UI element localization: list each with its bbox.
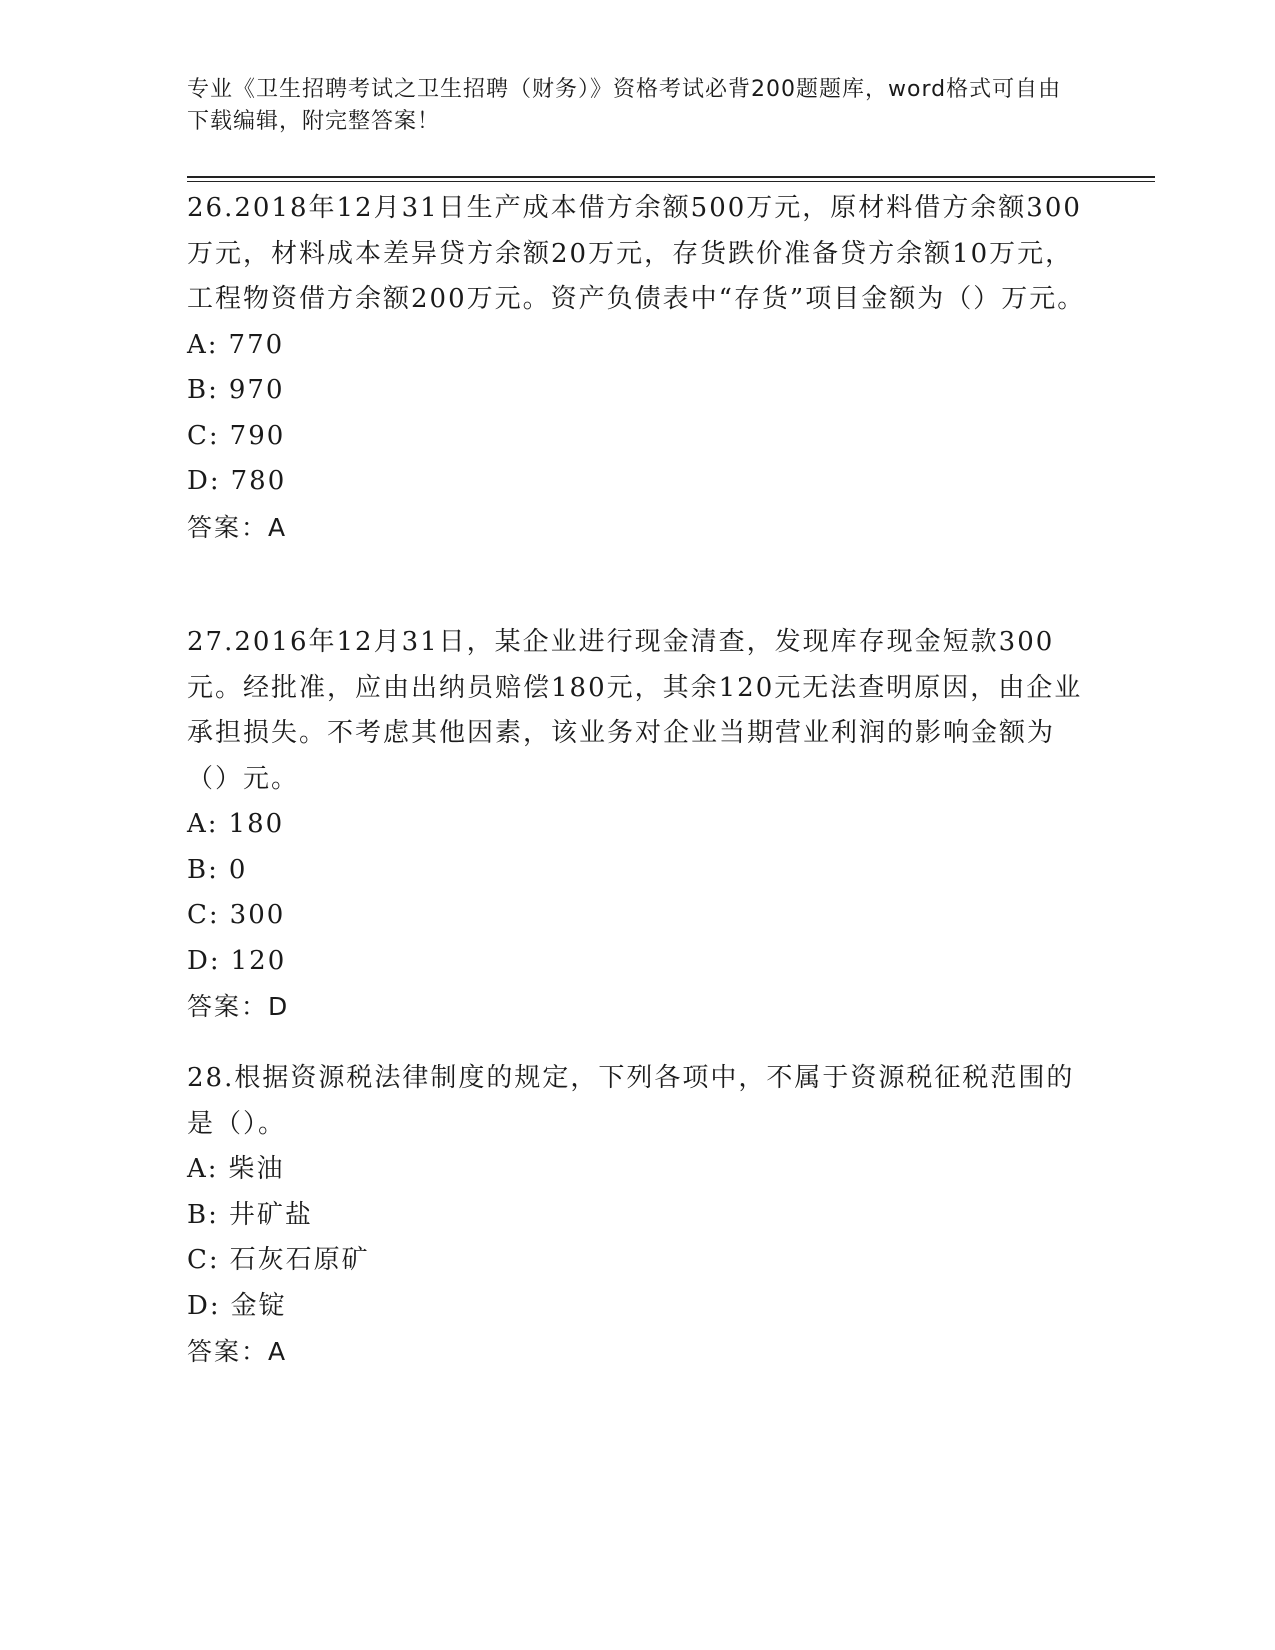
option-letter: D: xyxy=(187,945,221,976)
option-d xyxy=(187,939,1087,985)
option-b xyxy=(187,1193,1087,1239)
option-a xyxy=(187,323,1087,369)
question-text: 28.根据资源税法律制度的规定，下列各项中，不属于资源税征税范围的是（）。 xyxy=(187,1063,1075,1139)
option-letter: C: xyxy=(187,900,220,930)
option-value: 180 xyxy=(228,809,285,839)
option-c xyxy=(187,1238,1087,1284)
question-text: 27.2016年12月31日，某企业进行现金清查，发现库存现金短款300元。经批准，应由出纳员赔偿180元，其余120元无法查明原因，由企业承担损失。不考虑其他因素，该业务对企业当期营业利润的影响金额为（）元。 xyxy=(187,627,1083,794)
answer-line: 答案：A xyxy=(187,512,288,542)
option-letter: C: xyxy=(187,420,220,451)
option-letter: B: xyxy=(187,375,219,405)
option-d xyxy=(187,1284,1087,1330)
option-letter: A: xyxy=(187,809,219,839)
option-letter: B: xyxy=(187,1199,219,1230)
option-letter: D: xyxy=(187,466,221,496)
option-value: 井矿盐 xyxy=(228,1199,313,1230)
question-28 xyxy=(187,1056,1087,1375)
header-divider-thin xyxy=(187,181,1155,182)
question-text: 26.2018年12月31日生产成本借方余额500万元，原材料借方余额300万元，材料成本差异贷方余额20万元，存货跌价准备贷方余额10万元，工程物资借方余额200万元。资产负债表中“存货”项目金额为（）万元。 xyxy=(187,193,1086,314)
option-value: 金锭 xyxy=(230,1290,287,1321)
option-c xyxy=(187,414,1087,460)
option-value: 石灰石原矿 xyxy=(229,1245,370,1275)
option-letter: D: xyxy=(187,1290,221,1321)
answer-line: 答案：A xyxy=(187,1337,288,1366)
option-b xyxy=(187,368,1087,414)
option-a xyxy=(187,802,1087,848)
option-d xyxy=(187,459,1087,505)
option-letter: B: xyxy=(187,854,219,885)
document-header xyxy=(187,74,1067,138)
answer-line: 答案：D xyxy=(187,992,290,1021)
option-value: 0 xyxy=(228,854,248,885)
option-value: 780 xyxy=(230,466,287,496)
option-letter: A: xyxy=(187,329,219,360)
header-text: 专业《卫生招聘考试之卫生招聘（财务）》资格考试必背200题题库，word格式可自由下载编辑，附完整答案！ xyxy=(187,77,1062,134)
header-divider-thick xyxy=(187,176,1155,178)
option-value: 120 xyxy=(230,945,287,976)
option-value: 柴油 xyxy=(228,1154,285,1184)
option-value: 790 xyxy=(229,420,286,451)
option-letter: A: xyxy=(187,1154,219,1184)
option-value: 300 xyxy=(229,900,286,930)
option-letter: C: xyxy=(187,1245,220,1275)
option-c xyxy=(187,893,1087,939)
question-27 xyxy=(187,620,1087,1030)
option-value: 770 xyxy=(228,329,285,360)
option-a xyxy=(187,1147,1087,1193)
question-26 xyxy=(187,186,1087,550)
option-value: 970 xyxy=(228,375,285,405)
option-b xyxy=(187,848,1087,894)
